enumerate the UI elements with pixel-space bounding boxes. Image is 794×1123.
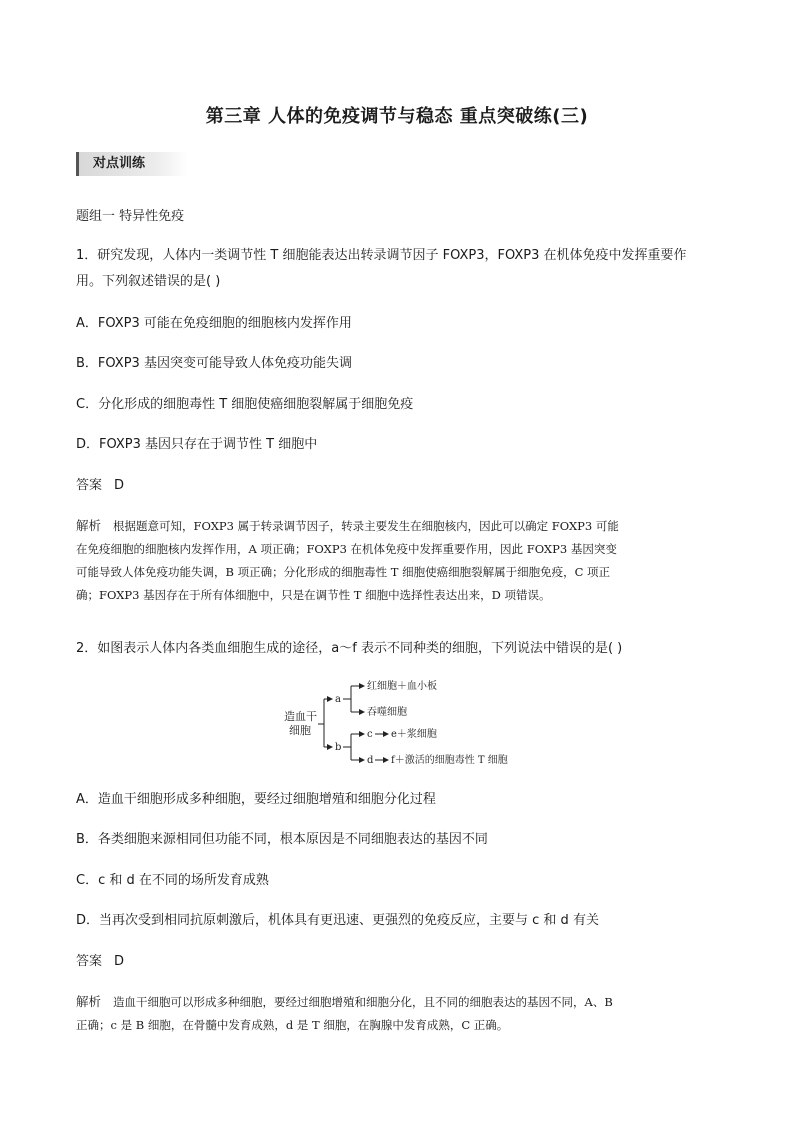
diagram-node-b: b	[335, 742, 342, 753]
diagram-source-line1: 造血干	[284, 710, 317, 723]
q1-analysis-line-3: 可能导致人体免疫功能失调，B 项正确；分化形成的细胞毒性 T 细胞使癌细胞裂解属于细胞免疫，C 项正	[76, 565, 611, 579]
q2-option-a: A．造血干细胞形成多种细胞，要经过细胞增殖和细胞分化过程	[76, 792, 436, 807]
diagram-out-a1: 红细胞＋血小板	[367, 681, 437, 692]
q1-stem-line-2: 用。下列叙述错误的是( )	[76, 274, 221, 289]
q2-analysis	[76, 990, 726, 1037]
q2-option-d: D．当再次受到相同抗原刺激后，机体具有更迅速、更强烈的免疫反应，主要与 c 和 d 有关	[76, 913, 599, 928]
diagram-source-line2: 细胞	[289, 724, 311, 737]
blood-cell-pathway-diagram	[280, 674, 520, 774]
q1-analysis-line-2: 在免疫细胞的细胞核内发挥作用，A 项正确；FOXP3 在机体免疫中发挥重要作用，因此 FOXP3 基因突变	[76, 542, 617, 556]
q2-analysis-label: 解析	[76, 994, 102, 1009]
q2-answer	[76, 951, 726, 972]
q2-analysis-line-2: 正确；c 是 B 细胞，在骨髓中发育成熟，d 是 T 细胞，在胸腺中发育成熟，C 正确。	[76, 1018, 509, 1032]
q1-analysis-line-4: 确；FOXP3 基因存在于所有体细胞中，只是在调节性 T 细胞中选择性表达出来，D 项错误。	[76, 588, 551, 602]
q1-option-c: C．分化形成的细胞毒性 T 细胞使癌细胞裂解属于细胞免疫	[76, 397, 414, 412]
q2-option-c: C．c 和 d 在不同的场所发育成熟	[76, 873, 269, 888]
q2-option-b: B．各类细胞来源相同但功能不同，根本原因是不同细胞表达的基因不同	[76, 832, 488, 847]
q2-answer-value: D	[114, 954, 125, 969]
q1-option-b: B．FOXP3 基因突变可能导致人体免疫功能失调	[76, 356, 352, 371]
group-heading: 题组一 特异性免疫	[76, 209, 185, 224]
section-tag: 对点训练	[76, 152, 188, 176]
q1-analysis-line-1: 解析 根据题意可知，FOXP3 属于转录调节因子，转录主要发生在细胞核内，因此可以确定 FOXP3 可能	[76, 518, 619, 533]
q1-stem-line-1: 1．研究发现，人体内一类调节性 T 细胞能表达出转录调节因子 FOXP3，FOXP3 在机体免疫中发挥重要作	[76, 248, 687, 263]
q1-answer-value: D	[114, 478, 125, 493]
q1-option-d: D．FOXP3 基因只存在于调节性 T 细胞中	[76, 437, 318, 452]
diagram-out-c: e＋浆细胞	[391, 729, 437, 740]
q2-answer-label: 答案	[76, 954, 103, 969]
page-title: 第三章 人体的免疫调节与稳态 重点突破练(三)	[205, 106, 589, 127]
q2-analysis-line-1: 解析 造血干细胞可以形成多种细胞，要经过细胞增殖和细胞分化，且不同的细胞表达的基因不同，A、B	[76, 994, 613, 1009]
q1-answer-label: 答案	[76, 478, 103, 493]
q2-stem: 2．如图表示人体内各类血细胞生成的途径，a～f 表示不同种类的细胞，下列说法中错误的是( )	[76, 641, 623, 656]
diagram-out-d: f＋激活的细胞毒性 T 细胞	[391, 755, 508, 766]
diagram-node-d: d	[367, 755, 374, 766]
q1-analysis-label: 解析	[76, 518, 102, 533]
q1-option-a: A．FOXP3 可能在免疫细胞的细胞核内发挥作用	[76, 316, 352, 331]
diagram-node-c: c	[367, 729, 373, 740]
diagram-node-a: a	[335, 694, 341, 705]
diagram-out-a2: 吞噬细胞	[367, 707, 407, 718]
q1-analysis	[76, 514, 726, 607]
q1-answer	[76, 475, 726, 496]
